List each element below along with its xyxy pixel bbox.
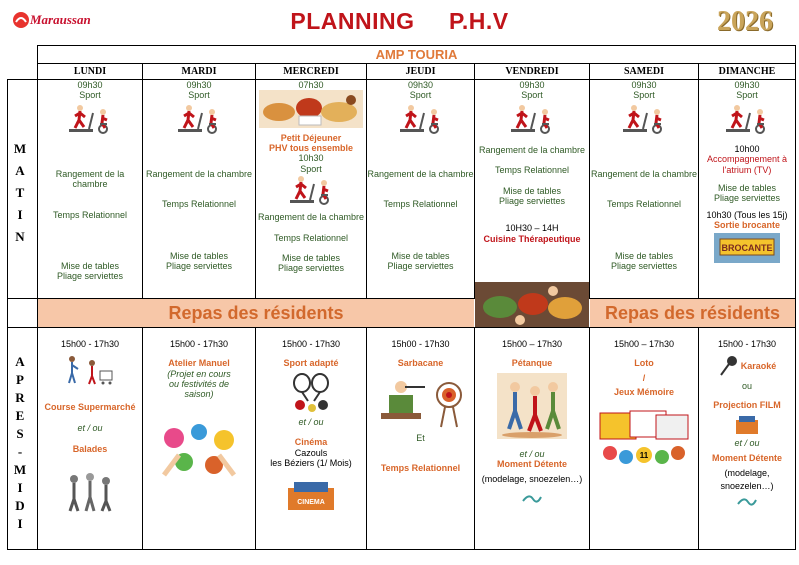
relationnel: Temps Relationnel [383, 199, 458, 210]
time-2: 10h00 [734, 144, 760, 155]
pliage: Pliage serviettes [387, 261, 454, 272]
blowgun-target-icon [375, 373, 467, 429]
massage-icon [736, 494, 758, 508]
et-ou: et / ou [734, 438, 760, 449]
ou: ou [741, 381, 752, 392]
et-ou: et / ou [298, 417, 324, 428]
cuisine-therapeutique: Cuisine Thérapeutique [483, 233, 581, 244]
temps-relationnel: Temps Relationnel [380, 463, 461, 474]
time-2: 10h30 [298, 153, 324, 164]
day-header-jeudi: JEUDI [405, 66, 436, 77]
sport-label: Sport [736, 90, 758, 101]
side-label-matin: M A T I N [13, 141, 27, 244]
relationnel: Temps Relationnel [606, 199, 682, 210]
sport-fitness-icon [288, 174, 334, 206]
rangement: Rangement de la chambre [145, 169, 253, 180]
projet-en-cours: (Projet en cours ou festivités de saison) [167, 368, 231, 400]
cooking-icon [475, 282, 589, 327]
brocante-sign-icon [714, 233, 780, 263]
time: 09h30 [631, 80, 657, 90]
relationnel: Temps Relationnel [273, 232, 349, 243]
petanque: Pétanque [511, 358, 553, 369]
sortie-brocante: Sortie brocante [713, 220, 780, 231]
samedi-morning [590, 80, 698, 271]
unit-name: AMP TOURIA [375, 47, 458, 62]
mise-de-tables: Mise de tables [391, 250, 450, 261]
sport-adapte: Sport adapté [283, 358, 339, 369]
day-header-dimanche: DIMANCHE [718, 66, 776, 77]
time: 15h00 - 17h30 [391, 339, 450, 349]
side-label-apres-midi: A P R E S - M I D I [13, 354, 27, 531]
time: 09h30 [77, 80, 103, 90]
pliage: Pliage serviettes [165, 261, 233, 272]
svg-text:11: 11 [639, 451, 649, 461]
time: 09h30 [734, 80, 760, 90]
pliage: Pliage serviettes [277, 263, 345, 274]
sport-fitness-icon [509, 103, 555, 135]
mise-de-tables: Mise de tables [169, 250, 229, 261]
karaoke: Karaoké [740, 361, 777, 372]
time: 15h00 - 17h30 [60, 339, 120, 349]
samedi-afternoon [590, 339, 698, 474]
sport-fitness-icon [67, 103, 113, 135]
jeudi-afternoon [367, 339, 474, 474]
sport-fitness-icon [724, 103, 770, 135]
logo-text: Maraussan [30, 12, 91, 27]
time: 15h00 – 17h30 [613, 339, 675, 349]
et-ou: et / ou [77, 423, 103, 434]
petit-dejeuner: Petit Déjeuner [280, 132, 342, 143]
mercredi-afternoon [256, 339, 366, 519]
pliage: Pliage serviettes [713, 193, 781, 204]
detente-detail-2: snoezelen…) [720, 481, 774, 492]
day-header-samedi: SAMEDI [623, 66, 664, 77]
course-supermarche: Course Supermarché [44, 401, 136, 412]
microphone-icon [718, 355, 738, 377]
beziers: les Béziers (1/ Mois) [270, 458, 352, 469]
crafts-icon [154, 420, 244, 480]
slash: / [642, 372, 646, 383]
repas-residents-left: Repas des résidents [38, 299, 474, 327]
mise-de-tables: Mise de tables [717, 183, 777, 194]
cazouls: Cazouls [294, 447, 328, 458]
cinema-icon [734, 414, 760, 436]
time: 15h00 - 17h30 [169, 339, 229, 349]
sport-label: Sport [188, 90, 210, 101]
tennis-icon [288, 373, 334, 413]
balades: Balades [72, 444, 108, 455]
lundi-morning [38, 80, 142, 282]
pliage: Pliage serviettes [56, 271, 124, 282]
svg-text:BROCANTE: BROCANTE [721, 243, 773, 254]
loto: Loto [634, 358, 654, 369]
rangement: Rangement de la chambre [257, 212, 365, 223]
rangement: Rangement de la chambre [590, 169, 698, 180]
massage-icon [521, 491, 543, 505]
moment-detente: Moment Détente [496, 459, 567, 470]
repas-residents-right: Repas des résidents [590, 299, 795, 327]
brocante-time: 10h30 (Tous les 15j) [706, 209, 788, 220]
vendredi-morning [475, 80, 589, 244]
mise-de-tables: Mise de tables [60, 261, 120, 272]
walking-group-icon [62, 469, 118, 513]
sport-label: Sport [633, 90, 655, 101]
time: 09h30 [519, 80, 545, 90]
et-ou: et / ou [519, 449, 545, 460]
mardi-morning [143, 80, 255, 271]
day-header-lundi: LUNDI [73, 66, 107, 77]
detente-detail: (modelage, snoezelen…) [481, 473, 583, 484]
mise-de-tables: Mise de tables [281, 253, 341, 264]
lundi-afternoon [38, 339, 142, 515]
cuisine-time: 10H30 – 14H [505, 223, 559, 234]
sport-fitness-icon [621, 103, 667, 135]
pliage: Pliage serviettes [610, 261, 678, 272]
rangement: Rangement de la chambre [478, 145, 586, 156]
shopping-icon [62, 353, 118, 385]
relationnel: Temps Relationnel [161, 199, 237, 210]
bingo-icon [596, 409, 692, 471]
sarbacane: Sarbacane [397, 358, 444, 369]
rangement: Rangement de la chambre [367, 169, 474, 180]
sport-label: Sport [409, 90, 432, 101]
year-label: 2026 [717, 6, 773, 37]
vendredi-afternoon [475, 339, 589, 507]
atelier-manuel: Atelier Manuel [168, 358, 230, 369]
petanque-icon [497, 373, 567, 439]
detente-detail-1: (modelage, [724, 468, 770, 479]
dimanche-afternoon [699, 339, 795, 510]
day-header-mercredi: MERCREDI [283, 66, 339, 77]
time: 09h30 [407, 80, 434, 90]
rangement: Rangement de la chambre [55, 169, 125, 190]
dimanche-morning [699, 80, 795, 266]
mardi-afternoon [143, 339, 255, 482]
jeux-memoire: Jeux Mémoire [613, 387, 675, 398]
pliage: Pliage serviettes [498, 196, 566, 207]
moment-detente: Moment Détente [711, 452, 782, 463]
mise-de-tables: Mise de tables [502, 185, 562, 196]
time: 15h00 – 17h30 [501, 339, 563, 349]
et: Et [416, 433, 425, 444]
day-header-vendredi: VENDREDI [505, 66, 559, 77]
breakfast-icon [259, 90, 363, 128]
svg-text:CINEMA: CINEMA [297, 499, 325, 507]
relationnel: Temps Relationnel [52, 209, 128, 220]
mercredi-morning [256, 80, 366, 274]
relationnel: Temps Relationnel [494, 165, 570, 176]
sport-label: Sport [521, 90, 543, 101]
phv-ensemble: PHV tous ensemble [268, 143, 354, 154]
day-header-mardi: MARDI [181, 66, 217, 77]
jeudi-morning [367, 80, 474, 271]
cinema-icon [286, 478, 336, 516]
sport-label: Sport [300, 163, 322, 174]
sport-label: Sport [79, 90, 101, 101]
projection-film: Projection FILM [713, 399, 781, 410]
sport-fitness-icon [176, 103, 222, 135]
time: 07h30 [298, 80, 324, 90]
time: 09h30 [186, 80, 212, 90]
time: 15h00 - 17h30 [281, 339, 341, 349]
atrium: Accompagnement à l'atrium (TV) [706, 154, 788, 175]
mise-de-tables: Mise de tables [614, 250, 674, 261]
page-title: PLANNING P.H.V [290, 8, 509, 34]
time: 15h00 - 17h30 [717, 339, 777, 349]
cinema: Cinéma [294, 437, 328, 448]
sport-fitness-icon [398, 103, 444, 135]
